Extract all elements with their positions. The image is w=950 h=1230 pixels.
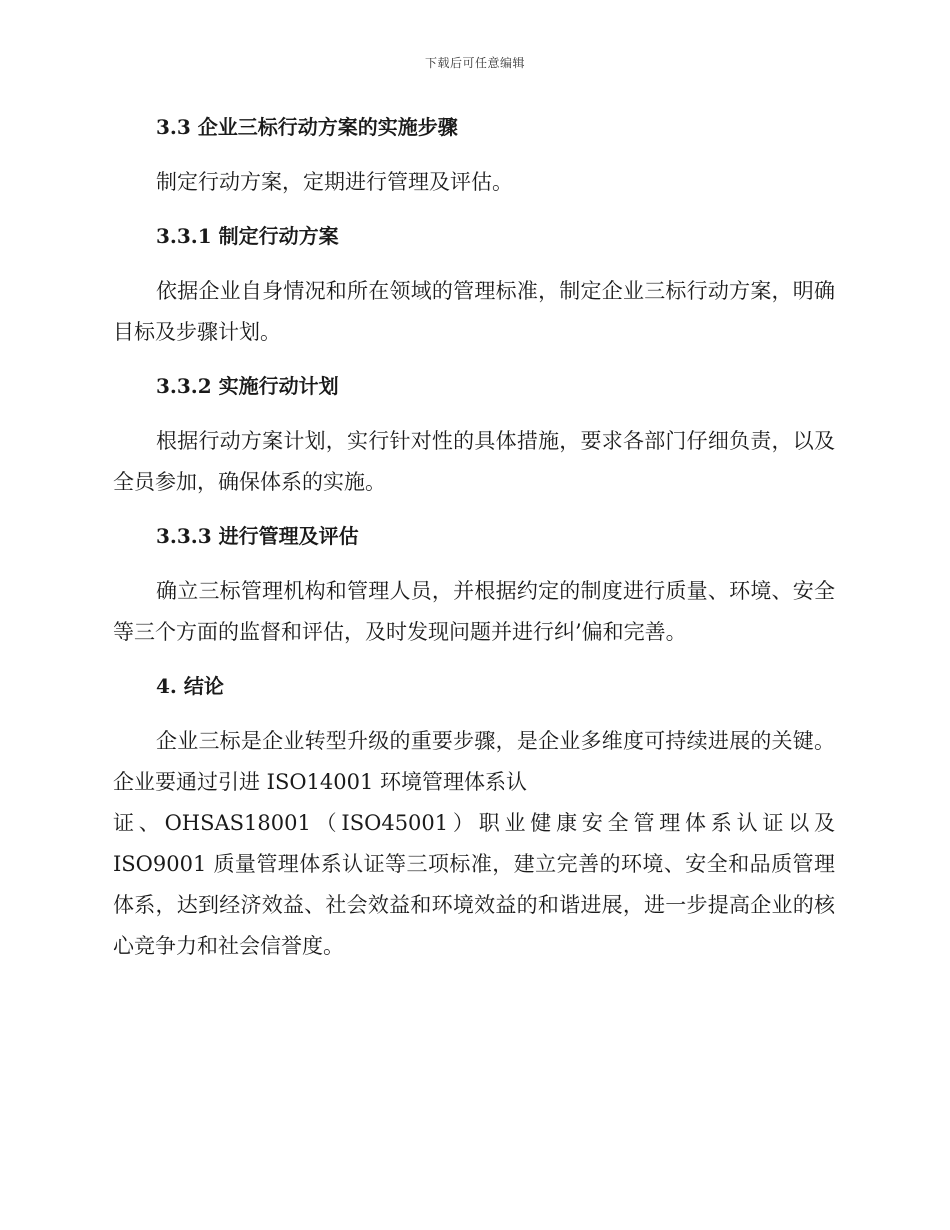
- section-heading-3-3: 3.3 企业三标行动方案的实施步骤: [156, 115, 458, 139]
- header-note: 下载后可任意编辑: [424, 56, 525, 70]
- paragraph-conclusion: 企业三标是企业转型升级的重要步骤，是企业多维度可持续进展的关键。企业要通过引进 ISO14001 环境管理体系认: [113, 729, 835, 794]
- paragraph-3-3-2: 根据行动方案计划，实行针对性的具体措施，要求各部门仔细负责，以及全员参加，确保体系的实施。: [113, 429, 835, 494]
- section-heading-3-3-3: 3.3.3 进行管理及评估: [156, 524, 359, 548]
- paragraph-conclusion-continued: 证、OHSAS18001（ISO45001）职业健康安全管理体系认证以及 ISO9001 质量管理体系认证等三项标准，建立完善的环境、安全和品质管理体系，达到经济效益、社会效益和环境效益的和谐进展，进一步提高企业的核心竞争力和社会信誉度。: [113, 811, 835, 958]
- paragraph-3-3-3: 确立三标管理机构和管理人员，并根据约定的制度进行质量、环境、安全等三个方面的监督和评估，及时发现问题并进行纠’偏和完善。: [113, 579, 835, 644]
- paragraph-3-3-1: 依据企业自身情况和所在领域的管理标准，制定企业三标行动方案，明确目标及步骤计划。: [113, 279, 835, 344]
- paragraph-3-3: 制定行动方案，定期进行管理及评估。: [156, 170, 513, 194]
- document-body: [113, 108, 835, 981]
- section-heading-3-3-2: 3.3.2 实施行动计划: [156, 374, 339, 398]
- section-heading-3-3-1: 3.3.1 制定行动方案: [156, 224, 339, 248]
- section-heading-4: 4. 结论: [156, 674, 224, 698]
